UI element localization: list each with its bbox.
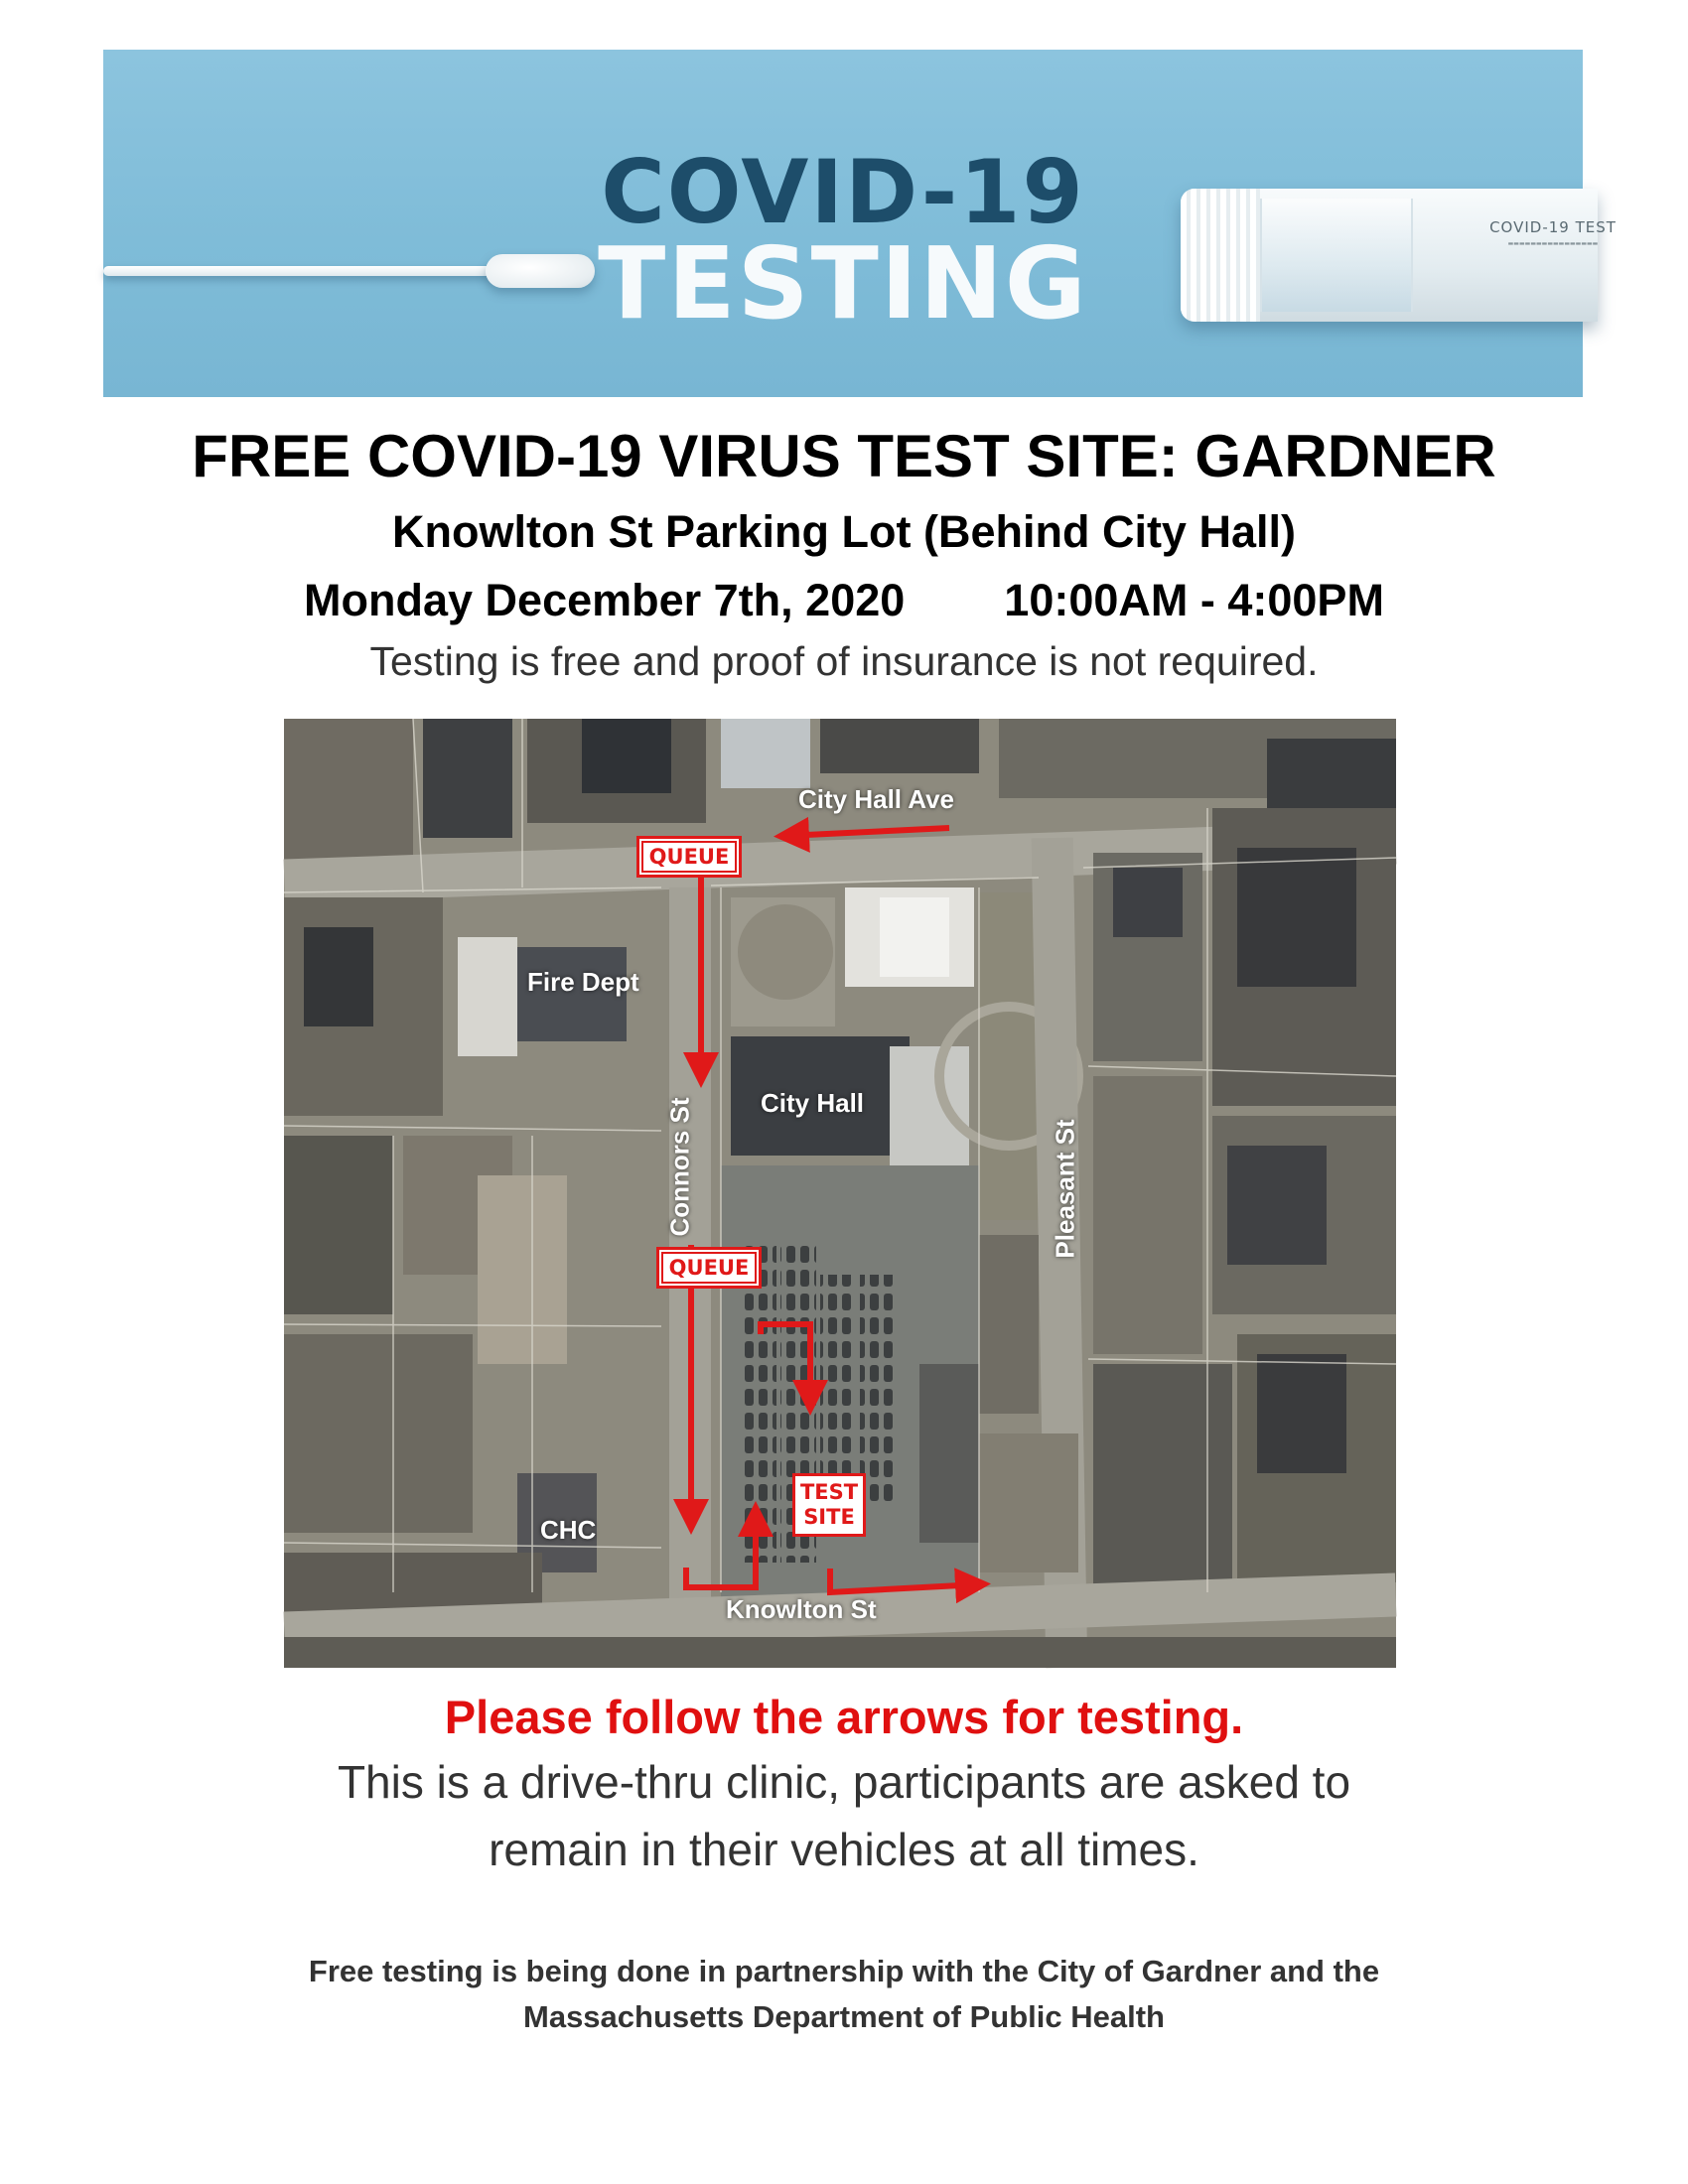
test-tube-fine-print: ▬▬▬▬▬▬▬▬▬▬▬▬▬▬▬▬ bbox=[1507, 240, 1599, 247]
label-connors-st: Connors St bbox=[664, 1097, 695, 1237]
date-time-line bbox=[0, 575, 1688, 625]
partnership-note-line2: Massachusetts Department of Public Health bbox=[523, 1999, 1165, 2034]
drive-thru-note-line2: remain in their vehicles at all times. bbox=[489, 1824, 1199, 1875]
label-pleasant-st: Pleasant St bbox=[1050, 1119, 1080, 1259]
insurance-note: Testing is free and proof of insurance is not required. bbox=[369, 638, 1319, 684]
queue-marker-top: QUEUE bbox=[636, 836, 742, 878]
follow-arrows-notice: Please follow the arrows for testing. bbox=[444, 1691, 1244, 1743]
covid-testing-banner bbox=[103, 50, 1617, 397]
test-tube-label: COVID-19 TEST bbox=[1489, 218, 1617, 236]
banner-title-line1: COVID-19 bbox=[601, 141, 1085, 243]
test-site-marker: TEST SITE bbox=[792, 1473, 866, 1537]
site-map bbox=[284, 719, 1396, 1668]
label-fire-dept: Fire Dept bbox=[527, 967, 639, 997]
test-hours: 10:00AM - 4:00PM bbox=[1004, 575, 1384, 625]
drive-thru-note-line1: This is a drive-thru clinic, participants are asked to bbox=[337, 1756, 1351, 1808]
label-knowlton-st: Knowlton St bbox=[726, 1594, 877, 1624]
label-city-hall-ave: City Hall Ave bbox=[798, 784, 955, 814]
label-chc: CHC bbox=[540, 1515, 597, 1545]
test-date: Monday December 7th, 2020 bbox=[304, 575, 906, 625]
queue-marker-connors: QUEUE bbox=[656, 1247, 762, 1289]
site-location: Knowlton St Parking Lot (Behind City Hall) bbox=[392, 506, 1296, 557]
label-city-hall: City Hall bbox=[761, 1088, 865, 1118]
banner-title-line2: TESTING bbox=[598, 225, 1088, 341]
page-title: FREE COVID-19 VIRUS TEST SITE: GARDNER bbox=[192, 423, 1496, 489]
partnership-note-line1: Free testing is being done in partnership with the City of Gardner and the bbox=[308, 1954, 1380, 1988]
